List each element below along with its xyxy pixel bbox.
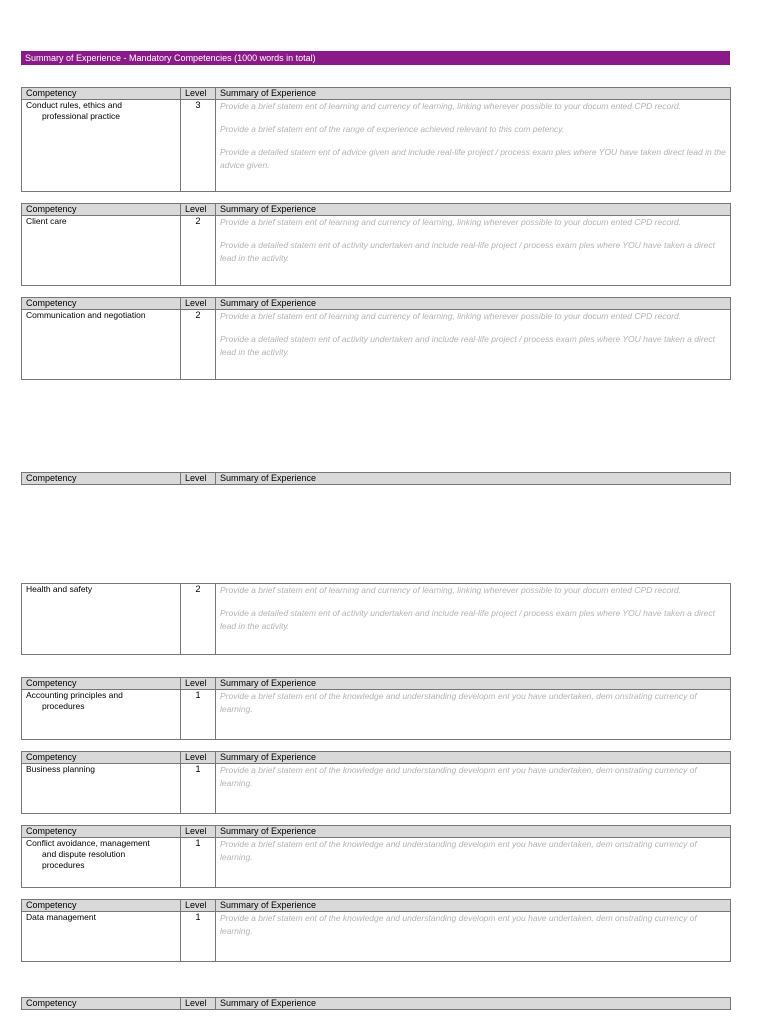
level-value: 1 — [181, 764, 216, 814]
level-header: Level — [181, 204, 216, 216]
competency-name-line: Accounting principles and — [26, 690, 123, 700]
competency-table-conflict-avoidance — [21, 825, 731, 888]
level-header: Level — [181, 900, 216, 912]
competency-table-client-care — [21, 203, 731, 286]
competency-name-line: professional practice — [42, 111, 120, 121]
summary-prompt: Provide a detailed statem ent of activity undertaken and include real-life project / process exam ples where YOU have taken a direct lead in the activity. — [220, 608, 715, 631]
competency-name-line: Conduct rules, ethics and — [26, 100, 122, 110]
level-header: Level — [181, 998, 216, 1010]
competency-name-line: Conflict avoidance, management — [26, 838, 150, 848]
level-value: 2 — [181, 584, 216, 655]
summary-header: Summary of Experience — [216, 473, 731, 485]
summary-prompt: Provide a brief statem ent of learning and currency of learning, linking wherever possible to your docum ented CPD record. — [220, 101, 682, 111]
summary-prompt: Provide a detailed statem ent of activity undertaken and include real-life project / process exam ples where YOU have taken a direct lead in the activity. — [220, 240, 715, 263]
summary-field[interactable] — [216, 216, 731, 286]
competency-header: Competency — [22, 88, 181, 100]
summary-header: Summary of Experience — [216, 998, 731, 1010]
summary-header: Summary of Experience — [216, 826, 731, 838]
competency-header: Competency — [22, 678, 181, 690]
level-value: 1 — [181, 838, 216, 888]
competency-table-header-only — [21, 472, 731, 485]
competency-header: Competency — [22, 900, 181, 912]
level-header: Level — [181, 298, 216, 310]
level-value: 1 — [181, 912, 216, 962]
competency-name — [22, 838, 181, 888]
competency-name — [22, 100, 181, 192]
competency-table-health-safety — [21, 583, 731, 655]
summary-header: Summary of Experience — [216, 298, 731, 310]
competency-name-line: procedures — [42, 701, 85, 711]
competency-header: Competency — [22, 298, 181, 310]
competency-table-conduct-rules — [21, 87, 731, 192]
summary-prompt: Provide a brief statem ent of the range of experience achieved relevant to this com petency. — [220, 124, 565, 134]
competency-name: Health and safety — [22, 584, 181, 655]
summary-header: Summary of Experience — [216, 204, 731, 216]
summary-prompt: Provide a brief statem ent of the knowledge and understanding developm ent you have undertaken, dem onstrating currency of learning. — [220, 691, 697, 714]
summary-field[interactable] — [216, 912, 731, 962]
competency-header: Competency — [22, 204, 181, 216]
summary-field[interactable] — [216, 310, 731, 380]
level-header: Level — [181, 678, 216, 690]
summary-prompt: Provide a detailed statem ent of advice given and include real-life project / process exam ples where YOU have taken direct lead in the advice given. — [220, 147, 726, 170]
level-value: 3 — [181, 100, 216, 192]
summary-field[interactable] — [216, 838, 731, 888]
summary-prompt: Provide a brief statem ent of learning and currency of learning, linking wherever possible to your docum ented CPD record. — [220, 217, 682, 227]
competency-name-line: and dispute resolution — [42, 849, 126, 859]
level-value: 2 — [181, 216, 216, 286]
competency-name-line: procedures — [42, 860, 85, 870]
summary-field[interactable] — [216, 764, 731, 814]
summary-field[interactable] — [216, 690, 731, 740]
summary-prompt: Provide a brief statem ent of learning and currency of learning, linking wherever possible to your docum ented CPD record. — [220, 311, 682, 321]
section-title-bar: Summary of Experience - Mandatory Competencies (1000 words in total) — [21, 51, 730, 65]
summary-field[interactable] — [216, 584, 731, 655]
level-header: Level — [181, 473, 216, 485]
summary-prompt: Provide a brief statem ent of the knowledge and understanding developm ent you have undertaken, dem onstrating currency of learning. — [220, 839, 697, 862]
competency-header: Competency — [22, 752, 181, 764]
summary-prompt: Provide a detailed statem ent of activity undertaken and include real-life project / process exam ples where YOU have taken a direct lead in the activity. — [220, 334, 715, 357]
competency-name: Client care — [22, 216, 181, 286]
summary-header: Summary of Experience — [216, 752, 731, 764]
summary-field[interactable] — [216, 100, 731, 192]
competency-name: Business planning — [22, 764, 181, 814]
competency-header: Competency — [22, 826, 181, 838]
competency-table-business-planning — [21, 751, 731, 814]
summary-header: Summary of Experience — [216, 88, 731, 100]
competency-name: Communication and negotiation — [22, 310, 181, 380]
competency-table-trailing-header — [21, 997, 731, 1010]
competency-name: Data management — [22, 912, 181, 962]
competency-header: Competency — [22, 998, 181, 1010]
competency-table-data-management — [21, 899, 731, 962]
competency-table-accounting — [21, 677, 731, 740]
competency-name — [22, 690, 181, 740]
level-header: Level — [181, 826, 216, 838]
summary-prompt: Provide a brief statem ent of learning and currency of learning, linking wherever possible to your docum ented CPD record. — [220, 585, 682, 595]
summary-header: Summary of Experience — [216, 900, 731, 912]
competency-table-communication — [21, 297, 731, 380]
summary-header: Summary of Experience — [216, 678, 731, 690]
summary-prompt: Provide a brief statem ent of the knowledge and understanding developm ent you have undertaken, dem onstrating currency of learning. — [220, 765, 697, 788]
level-header: Level — [181, 752, 216, 764]
summary-prompt: Provide a brief statem ent of the knowledge and understanding developm ent you have undertaken, dem onstrating currency of learning. — [220, 913, 697, 936]
competency-header: Competency — [22, 473, 181, 485]
level-value: 2 — [181, 310, 216, 380]
level-header: Level — [181, 88, 216, 100]
level-value: 1 — [181, 690, 216, 740]
